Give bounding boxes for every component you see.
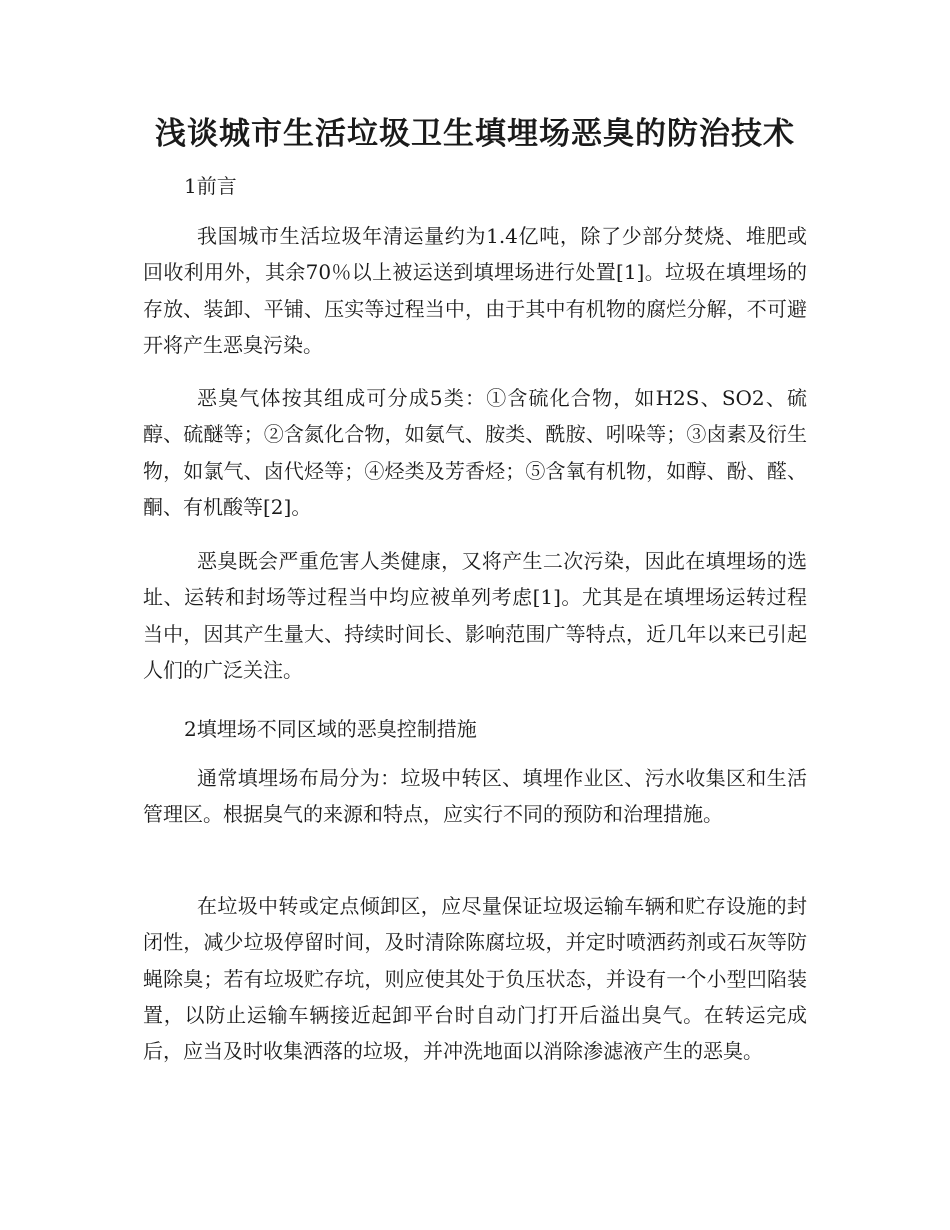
paragraph: 恶臭既会严重危害人类健康，又将产生二次污染，因此在填埋场的选址、运转和封场等过程当中均应被单列考虑[1]。尤其是在填埋场运转过程当中，因其产生量大、持续时间长、影响范围广等特点，近几年以来已引起人们的广泛关注。: [143, 549, 807, 682]
paragraph: 在垃圾中转或定点倾卸区，应尽量保证垃圾运输车辆和贮存设施的封闭性，减少垃圾停留时间，及时清除陈腐垃圾，并定时喷洒药剂或石灰等防蝇除臭；若有垃圾贮存坑，则应使其处于负压状态，并设有一个小型凹陷装置，以防止运输车辆接近起卸平台时自动门打开后溢出臭气。在转运完成后，应当及时收集洒落的垃圾，并冲洗地面以消除渗滤液产生的恶臭。: [143, 894, 807, 1064]
paragraph: 我国城市生活垃圾年清运量约为1.4亿吨，除了少部分焚烧、堆肥或回收利用外，其余70％以上被运送到填埋场进行处置[1]。垃圾在填埋场的存放、装卸、平铺、压实等过程当中，由于其中有机物的腐烂分解，不可避开将产生恶臭污染。: [143, 224, 807, 357]
section-heading-odor-control: 2填埋场不同区域的恶臭控制措施: [184, 717, 477, 741]
paragraph: 通常填埋场布局分为：垃圾中转区、填埋作业区、污水收集区和生活管理区。根据臭气的来源和特点，应实行不同的预防和治理措施。: [143, 766, 807, 827]
paragraph: 恶臭气体按其组成可分成5类：①含硫化合物，如H2S、SO2、硫醇、硫醚等；②含氮化合物，如氨气、胺类、酰胺、吲哚等；③卤素及衍生物，如氯气、卤代烃等；④烃类及芳香烃；⑤含氧有机物，如醇、酚、醛、酮、有机酸等[2]。: [143, 386, 807, 519]
document-title: 浅谈城市生活垃圾卫生填埋场恶臭的防治技术: [155, 116, 795, 152]
section-heading-preface: 1前言: [184, 174, 237, 198]
